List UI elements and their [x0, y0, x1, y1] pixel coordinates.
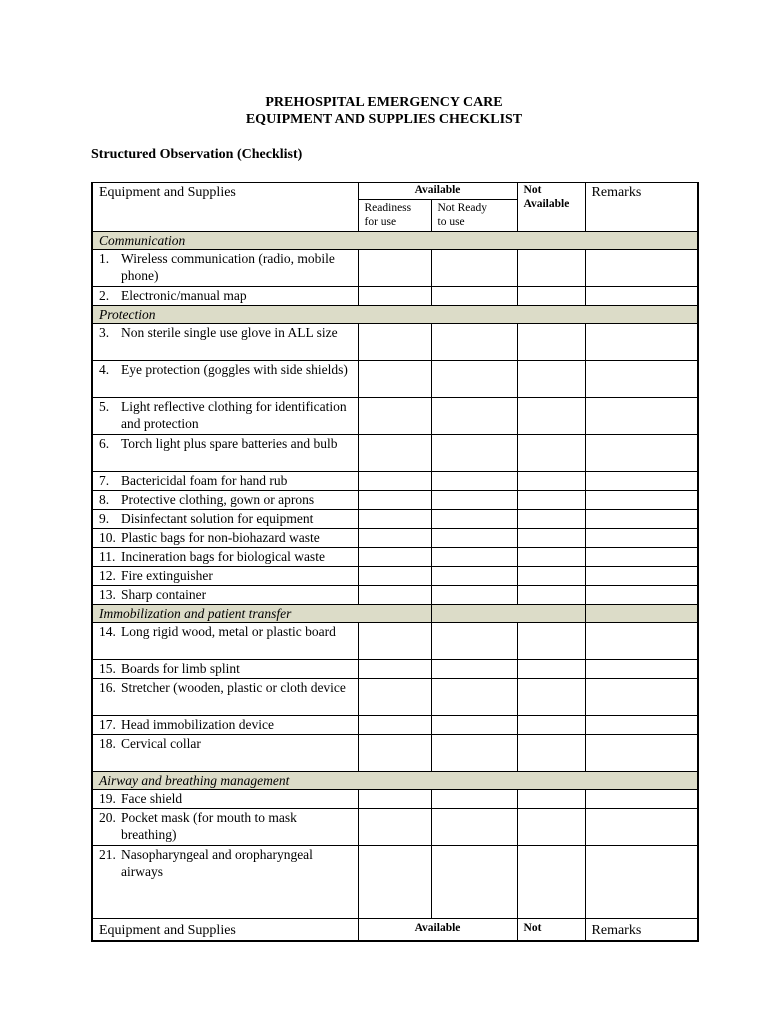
item-cell	[92, 510, 358, 529]
section-row	[92, 232, 698, 250]
header-row	[92, 183, 698, 200]
not-available-cell[interactable]	[517, 435, 585, 472]
header-equipment: Equipment and Supplies	[92, 183, 358, 232]
document-title-line1: PREHOSPITAL EMERGENCY CARE	[265, 95, 503, 110]
item-cell	[92, 735, 358, 772]
not-available-cell[interactable]	[517, 846, 585, 919]
not-ready-cell[interactable]	[431, 716, 517, 735]
item-cell	[92, 548, 358, 567]
readiness-cell[interactable]	[358, 586, 431, 605]
readiness-cell[interactable]	[358, 623, 431, 660]
not-available-cell[interactable]	[517, 491, 585, 510]
not-available-cell[interactable]	[517, 510, 585, 529]
not-available-cell[interactable]	[517, 250, 585, 287]
remarks-cell[interactable]	[585, 679, 698, 716]
item-label	[99, 716, 352, 733]
item-number: 19.	[99, 791, 116, 806]
not-ready-cell[interactable]	[431, 324, 517, 361]
not-available-cell[interactable]	[517, 809, 585, 846]
remarks-cell[interactable]	[585, 735, 698, 772]
readiness-cell[interactable]	[358, 324, 431, 361]
checklist-item-row	[92, 679, 698, 716]
item-label	[99, 287, 352, 304]
remarks-cell[interactable]	[585, 435, 698, 472]
section-title-spacer	[585, 605, 698, 623]
item-cell	[92, 679, 358, 716]
readiness-cell[interactable]	[358, 679, 431, 716]
item-text: Cervical collar	[121, 736, 201, 751]
item-text: Light reflective clothing for identification and protection	[121, 399, 347, 431]
checklist-item-row	[92, 567, 698, 586]
item-cell	[92, 846, 358, 919]
not-ready-cell[interactable]	[431, 809, 517, 846]
readiness-cell[interactable]	[358, 287, 431, 306]
item-cell	[92, 567, 358, 586]
section-row	[92, 772, 698, 790]
checklist-table	[91, 182, 699, 942]
not-ready-cell[interactable]	[431, 398, 517, 435]
not-available-cell[interactable]	[517, 623, 585, 660]
section-title: Communication	[92, 232, 698, 250]
remarks-cell[interactable]	[585, 250, 698, 287]
item-label	[99, 809, 352, 843]
item-label	[99, 510, 352, 527]
item-number: 15.	[99, 661, 116, 676]
not-ready-cell[interactable]	[431, 361, 517, 398]
document-subtitle: Structured Observation (Checklist)	[91, 147, 303, 162]
item-label	[99, 548, 352, 565]
not-available-cell[interactable]	[517, 472, 585, 491]
header-not-available-line2: Available	[523, 198, 570, 210]
not-available-cell[interactable]	[517, 567, 585, 586]
remarks-cell[interactable]	[585, 586, 698, 605]
remarks-cell[interactable]	[585, 287, 698, 306]
item-number: 1.	[99, 251, 110, 266]
not-ready-cell[interactable]	[431, 586, 517, 605]
header-readiness	[358, 200, 431, 232]
readiness-cell[interactable]	[358, 548, 431, 567]
item-number: 9.	[99, 511, 110, 526]
item-text: Torch light plus spare batteries and bulb	[121, 436, 338, 451]
item-text: Sharp container	[121, 587, 207, 602]
item-cell	[92, 586, 358, 605]
remarks-cell[interactable]	[585, 623, 698, 660]
item-number: 3.	[99, 325, 110, 340]
item-label	[99, 529, 352, 546]
footer-available: Available	[358, 919, 517, 942]
footer-not: Not	[517, 919, 585, 942]
readiness-cell[interactable]	[358, 660, 431, 679]
not-available-cell[interactable]	[517, 790, 585, 809]
section-title: Protection	[92, 306, 698, 324]
not-ready-cell[interactable]	[431, 679, 517, 716]
item-number: 14.	[99, 624, 116, 639]
item-text: Disinfectant solution for equipment	[121, 511, 314, 526]
header-not-available	[517, 183, 585, 232]
header-not-ready-line1: Not Ready	[437, 202, 488, 214]
item-number: 4.	[99, 362, 110, 377]
not-ready-cell[interactable]	[431, 510, 517, 529]
not-ready-cell[interactable]	[431, 529, 517, 548]
remarks-cell[interactable]	[585, 660, 698, 679]
remarks-cell[interactable]	[585, 361, 698, 398]
not-available-cell[interactable]	[517, 679, 585, 716]
item-cell	[92, 361, 358, 398]
item-number: 21.	[99, 847, 116, 862]
item-number: 12.	[99, 568, 116, 583]
item-cell	[92, 324, 358, 361]
item-label	[99, 250, 352, 284]
remarks-cell[interactable]	[585, 491, 698, 510]
checklist-item-row	[92, 846, 698, 919]
not-ready-cell[interactable]	[431, 250, 517, 287]
not-ready-cell[interactable]	[431, 846, 517, 919]
checklist-item-row	[92, 361, 698, 398]
item-text: Long rigid wood, metal or plastic board	[121, 624, 336, 639]
not-available-cell[interactable]	[517, 529, 585, 548]
header-remarks: Remarks	[585, 183, 698, 232]
item-text: Non sterile single use glove in ALL size	[121, 325, 338, 340]
header-not-ready-line2: to use	[437, 216, 465, 228]
not-ready-cell[interactable]	[431, 623, 517, 660]
checklist-item-row	[92, 586, 698, 605]
readiness-cell[interactable]	[358, 567, 431, 586]
item-number: 8.	[99, 492, 110, 507]
item-text: Head immobilization device	[121, 717, 274, 732]
item-text: Eye protection (goggles with side shields)	[121, 362, 348, 377]
checklist-item-row	[92, 287, 698, 306]
readiness-cell[interactable]	[358, 529, 431, 548]
item-number: 13.	[99, 587, 116, 602]
item-number: 6.	[99, 436, 110, 451]
item-number: 7.	[99, 473, 110, 488]
footer-equipment: Equipment and Supplies	[92, 919, 358, 942]
item-label	[99, 679, 352, 696]
item-number: 10.	[99, 530, 116, 545]
readiness-cell[interactable]	[358, 790, 431, 809]
readiness-cell[interactable]	[358, 472, 431, 491]
checklist-item-row	[92, 398, 698, 435]
not-ready-cell[interactable]	[431, 548, 517, 567]
item-cell	[92, 790, 358, 809]
checklist-item-row	[92, 510, 698, 529]
item-label	[99, 586, 352, 603]
item-cell	[92, 250, 358, 287]
not-available-cell[interactable]	[517, 398, 585, 435]
not-available-cell[interactable]	[517, 660, 585, 679]
item-label	[99, 472, 352, 489]
item-cell	[92, 623, 358, 660]
readiness-cell[interactable]	[358, 510, 431, 529]
checklist-item-row	[92, 435, 698, 472]
item-number: 18.	[99, 736, 116, 751]
readiness-cell[interactable]	[358, 398, 431, 435]
footer-remarks: Remarks	[585, 919, 698, 942]
item-text: Wireless communication (radio, mobile phone)	[121, 251, 335, 283]
readiness-cell[interactable]	[358, 846, 431, 919]
item-cell	[92, 809, 358, 846]
readiness-cell[interactable]	[358, 735, 431, 772]
remarks-cell[interactable]	[585, 548, 698, 567]
not-available-cell[interactable]	[517, 735, 585, 772]
not-ready-cell[interactable]	[431, 567, 517, 586]
item-label	[99, 324, 352, 341]
header-readiness-line2: for use	[364, 216, 397, 228]
item-cell	[92, 435, 358, 472]
item-text: Electronic/manual map	[121, 288, 247, 303]
checklist-item-row	[92, 623, 698, 660]
checklist-item-row	[92, 660, 698, 679]
remarks-cell[interactable]	[585, 529, 698, 548]
item-label	[99, 790, 352, 807]
not-ready-cell[interactable]	[431, 472, 517, 491]
item-text: Stretcher (wooden, plastic or cloth device	[121, 680, 346, 695]
item-label	[99, 846, 352, 880]
not-ready-cell[interactable]	[431, 287, 517, 306]
remarks-cell[interactable]	[585, 716, 698, 735]
item-text: Boards for limb splint	[121, 661, 240, 676]
item-text: Protective clothing, gown or aprons	[121, 492, 315, 507]
checklist-item-row	[92, 529, 698, 548]
remarks-cell[interactable]	[585, 398, 698, 435]
item-label	[99, 491, 352, 508]
checklist-item-row	[92, 250, 698, 287]
checklist-item-row	[92, 548, 698, 567]
remarks-cell[interactable]	[585, 809, 698, 846]
remarks-cell[interactable]	[585, 567, 698, 586]
checklist-item-row	[92, 735, 698, 772]
readiness-cell[interactable]	[358, 435, 431, 472]
remarks-cell[interactable]	[585, 324, 698, 361]
not-ready-cell[interactable]	[431, 660, 517, 679]
readiness-cell[interactable]	[358, 716, 431, 735]
not-available-cell[interactable]	[517, 287, 585, 306]
readiness-cell[interactable]	[358, 491, 431, 510]
item-number: 20.	[99, 810, 116, 825]
section-row	[92, 605, 698, 623]
not-ready-cell[interactable]	[431, 735, 517, 772]
checklist-item-row	[92, 790, 698, 809]
header-available: Available	[358, 183, 517, 200]
item-label	[99, 567, 352, 584]
remarks-cell[interactable]	[585, 846, 698, 919]
checklist-item-row	[92, 324, 698, 361]
footer-header-row	[92, 919, 698, 942]
not-available-cell[interactable]	[517, 324, 585, 361]
item-text: Bactericidal foam for hand rub	[121, 473, 288, 488]
not-ready-cell[interactable]	[431, 790, 517, 809]
item-label	[99, 398, 352, 432]
item-text: Pocket mask (for mouth to mask breathing)	[121, 810, 297, 842]
item-cell	[92, 716, 358, 735]
header-not-available-line1: Not	[523, 184, 542, 196]
not-available-cell[interactable]	[517, 586, 585, 605]
item-text: Face shield	[121, 791, 183, 806]
item-text: Plastic bags for non-biohazard waste	[121, 530, 320, 545]
item-cell	[92, 660, 358, 679]
not-ready-cell[interactable]	[431, 491, 517, 510]
item-label	[99, 735, 352, 752]
item-number: 5.	[99, 399, 110, 414]
remarks-cell[interactable]	[585, 510, 698, 529]
item-text: Incineration bags for biological waste	[121, 549, 325, 564]
item-number: 11.	[99, 549, 116, 564]
not-available-cell[interactable]	[517, 716, 585, 735]
item-number: 17.	[99, 717, 116, 732]
item-cell	[92, 398, 358, 435]
item-cell	[92, 287, 358, 306]
checklist-item-row	[92, 472, 698, 491]
header-not-ready	[431, 200, 517, 232]
item-text: Fire extinguisher	[121, 568, 213, 583]
header-readiness-line1: Readiness	[364, 202, 412, 214]
item-number: 16.	[99, 680, 116, 695]
section-title-spacer	[431, 605, 585, 623]
checklist-item-row	[92, 716, 698, 735]
item-cell	[92, 529, 358, 548]
not-available-cell[interactable]	[517, 361, 585, 398]
item-label	[99, 361, 352, 378]
item-label	[99, 623, 352, 640]
not-available-cell[interactable]	[517, 548, 585, 567]
section-title: Airway and breathing management	[92, 772, 698, 790]
item-cell	[92, 472, 358, 491]
document-title-line2: EQUIPMENT AND SUPPLIES CHECKLIST	[245, 112, 523, 127]
item-number: 2.	[99, 288, 110, 303]
section-row	[92, 306, 698, 324]
item-label	[99, 435, 352, 452]
readiness-cell[interactable]	[358, 250, 431, 287]
checklist-item-row	[92, 809, 698, 846]
item-cell	[92, 491, 358, 510]
readiness-cell[interactable]	[358, 809, 431, 846]
item-label	[99, 660, 352, 677]
readiness-cell[interactable]	[358, 361, 431, 398]
section-title: Immobilization and patient transfer	[92, 605, 431, 623]
item-text: Nasopharyngeal and oropharyngeal airways	[121, 847, 313, 879]
remarks-cell[interactable]	[585, 790, 698, 809]
checklist-item-row	[92, 491, 698, 510]
not-ready-cell[interactable]	[431, 435, 517, 472]
remarks-cell[interactable]	[585, 472, 698, 491]
